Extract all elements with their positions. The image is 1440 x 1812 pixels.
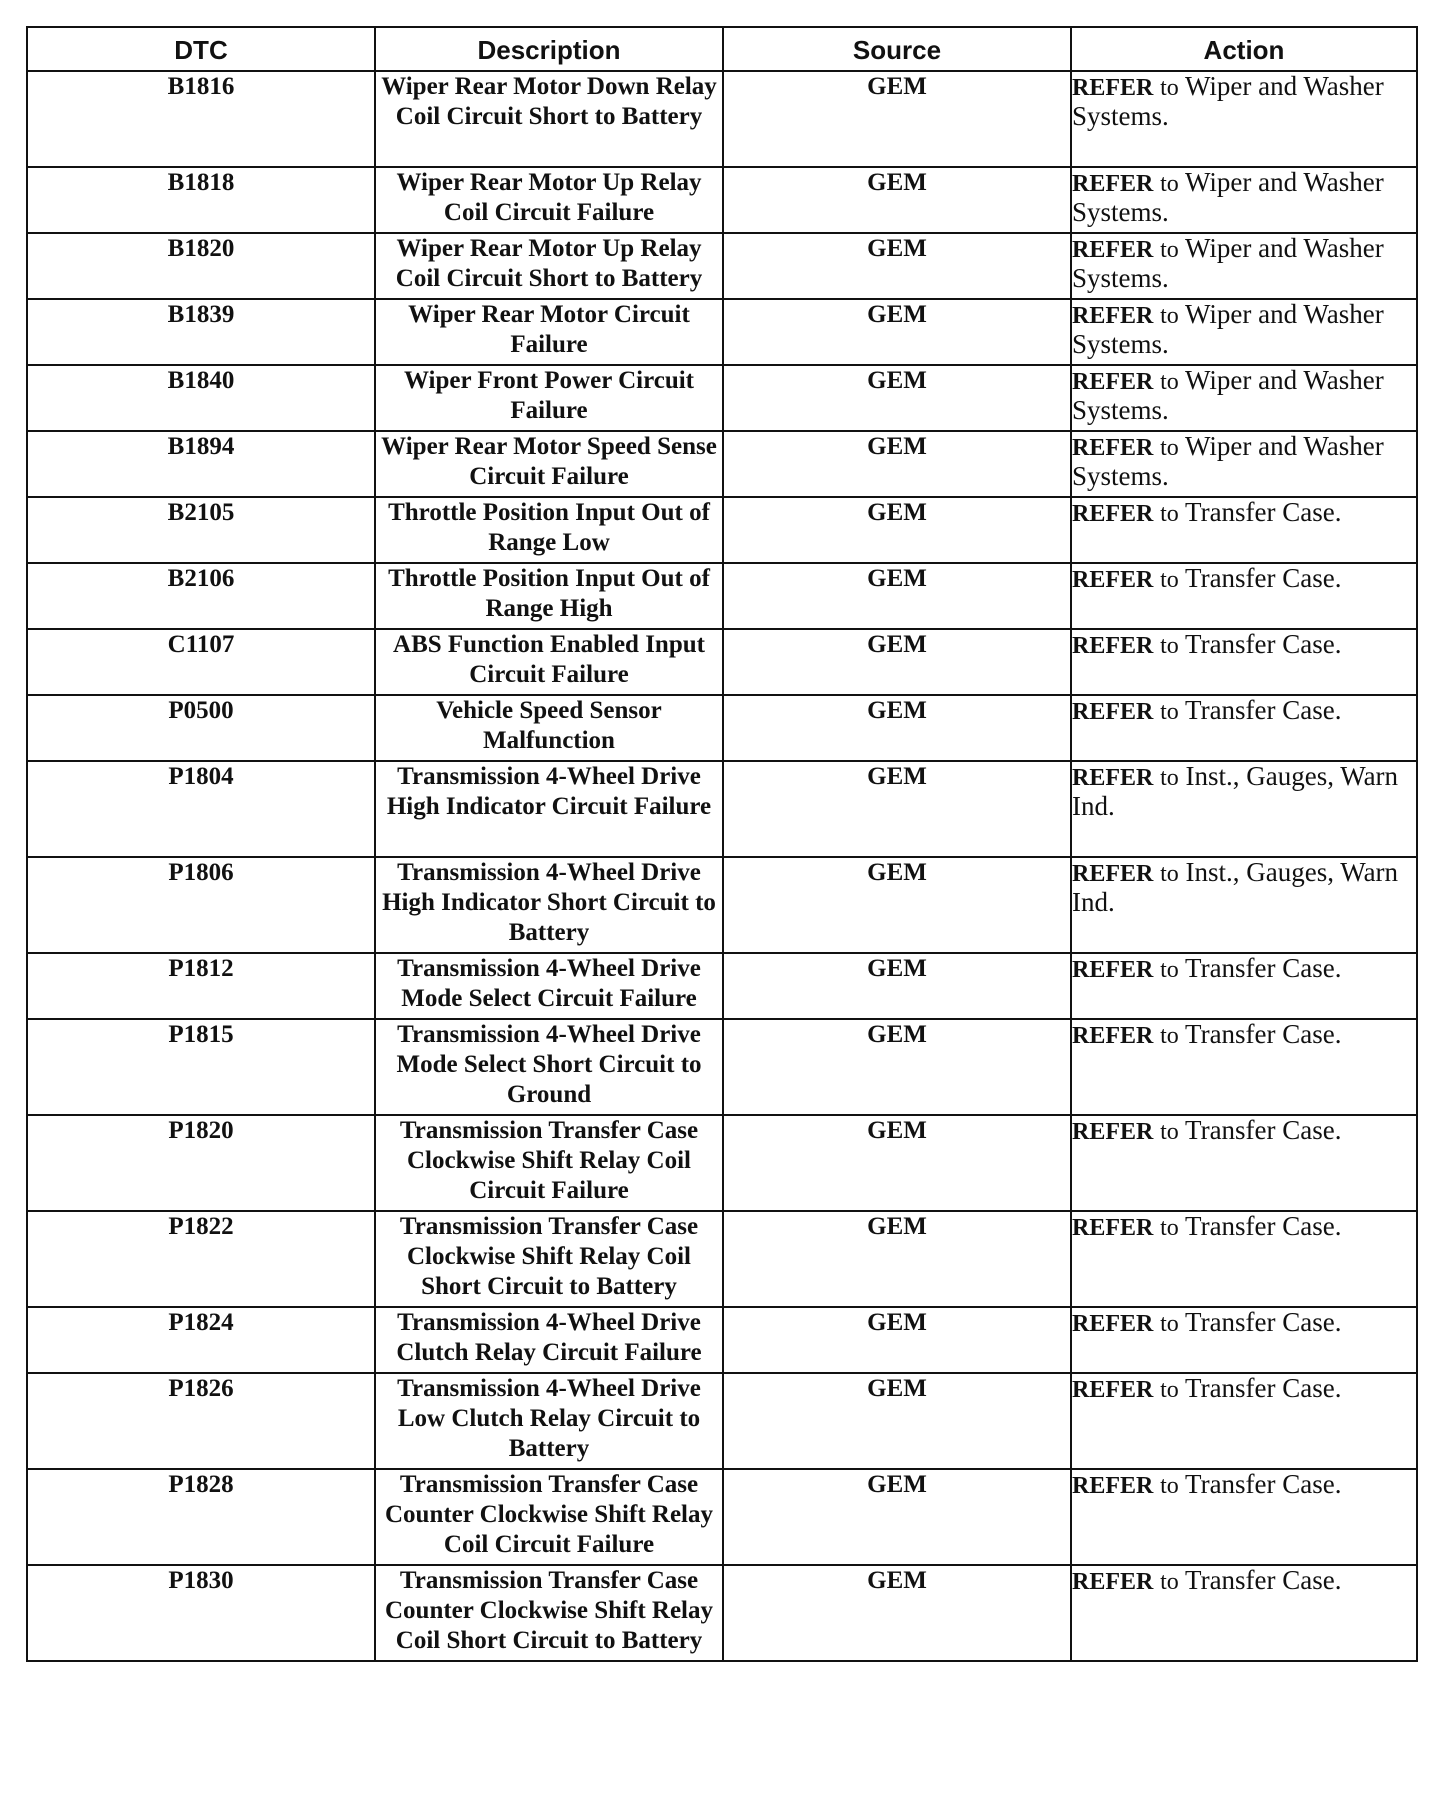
dtc-source: GEM: [723, 1307, 1071, 1373]
header-action: Action: [1071, 27, 1417, 71]
dtc-code: B1894: [27, 431, 375, 497]
header-row: [27, 27, 1417, 71]
dtc-action: [1071, 1565, 1417, 1661]
dtc-code: P1826: [27, 1373, 375, 1469]
dtc-code: B2105: [27, 497, 375, 563]
action-to: to: [1160, 75, 1179, 101]
dtc-code: P1828: [27, 1469, 375, 1565]
dtc-source: GEM: [723, 1373, 1071, 1469]
dtc-action: [1071, 563, 1417, 629]
dtc-source: GEM: [723, 365, 1071, 431]
action-target: Transfer Case.: [1185, 1115, 1342, 1145]
header-description: Description: [375, 27, 723, 71]
action-target: Transfer Case.: [1185, 695, 1342, 725]
table-row: [27, 1115, 1417, 1211]
dtc-code: C1107: [27, 629, 375, 695]
dtc-action: [1071, 1307, 1417, 1373]
action-target: Transfer Case.: [1185, 953, 1342, 983]
dtc-action: [1071, 71, 1417, 167]
dtc-code: P1804: [27, 761, 375, 857]
dtc-description: Throttle Position Input Out of Range High: [375, 563, 723, 629]
dtc-source: GEM: [723, 761, 1071, 857]
dtc-action: [1071, 497, 1417, 563]
action-to: to: [1160, 1215, 1179, 1241]
dtc-source: GEM: [723, 629, 1071, 695]
dtc-code: P1820: [27, 1115, 375, 1211]
dtc-source: GEM: [723, 497, 1071, 563]
action-keyword: REFER: [1072, 501, 1154, 527]
dtc-action: [1071, 953, 1417, 1019]
action-to: to: [1160, 501, 1179, 527]
dtc-code: B1818: [27, 167, 375, 233]
dtc-action: [1071, 299, 1417, 365]
action-keyword: REFER: [1072, 1311, 1154, 1337]
dtc-code: P1812: [27, 953, 375, 1019]
dtc-table: [26, 26, 1418, 1662]
dtc-description: Transmission 4-Wheel Drive Low Clutch Relay Circuit to Battery: [375, 1373, 723, 1469]
dtc-action: [1071, 1115, 1417, 1211]
action-target: Transfer Case.: [1185, 1211, 1342, 1241]
dtc-source: GEM: [723, 1019, 1071, 1115]
dtc-action: [1071, 365, 1417, 431]
dtc-code: P1806: [27, 857, 375, 953]
action-keyword: REFER: [1072, 75, 1154, 101]
header-source: Source: [723, 27, 1071, 71]
action-to: to: [1160, 435, 1179, 461]
dtc-action: [1071, 1373, 1417, 1469]
action-to: to: [1160, 237, 1179, 263]
action-to: to: [1160, 1023, 1179, 1049]
dtc-action: [1071, 629, 1417, 695]
dtc-action: [1071, 167, 1417, 233]
dtc-action: [1071, 1469, 1417, 1565]
action-to: to: [1160, 861, 1179, 887]
action-to: to: [1160, 171, 1179, 197]
action-keyword: REFER: [1072, 1023, 1154, 1049]
action-keyword: REFER: [1072, 861, 1154, 887]
dtc-action: [1071, 431, 1417, 497]
dtc-source: GEM: [723, 167, 1071, 233]
dtc-source: GEM: [723, 953, 1071, 1019]
table-row: [27, 71, 1417, 167]
dtc-description: Vehicle Speed Sensor Malfunction: [375, 695, 723, 761]
dtc-code: B1816: [27, 71, 375, 167]
dtc-description: Transmission Transfer Case Counter Clockwise Shift Relay Coil Short Circuit to Battery: [375, 1565, 723, 1661]
dtc-action: [1071, 857, 1417, 953]
table-row: [27, 365, 1417, 431]
dtc-action: [1071, 1019, 1417, 1115]
dtc-source: GEM: [723, 431, 1071, 497]
action-keyword: REFER: [1072, 699, 1154, 725]
table-row: [27, 431, 1417, 497]
action-target: Inst., Gauges, Warn Ind.: [1072, 761, 1399, 821]
dtc-description: Wiper Rear Motor Up Relay Coil Circuit Failure: [375, 167, 723, 233]
action-target: Transfer Case.: [1185, 1469, 1342, 1499]
dtc-description: Transmission Transfer Case Counter Clockwise Shift Relay Coil Circuit Failure: [375, 1469, 723, 1565]
table-row: [27, 167, 1417, 233]
dtc-description: Transmission 4-Wheel Drive Mode Select Short Circuit to Ground: [375, 1019, 723, 1115]
action-keyword: REFER: [1072, 567, 1154, 593]
dtc-description: Transmission 4-Wheel Drive Clutch Relay Circuit Failure: [375, 1307, 723, 1373]
dtc-description: Throttle Position Input Out of Range Low: [375, 497, 723, 563]
action-target: Wiper and Washer Systems.: [1072, 431, 1384, 491]
table-row: [27, 299, 1417, 365]
dtc-description: ABS Function Enabled Input Circuit Failure: [375, 629, 723, 695]
action-target: Wiper and Washer Systems.: [1072, 365, 1384, 425]
action-to: to: [1160, 1377, 1179, 1403]
dtc-source: GEM: [723, 71, 1071, 167]
dtc-description: Wiper Rear Motor Down Relay Coil Circuit Short to Battery: [375, 71, 723, 167]
dtc-description: Transmission Transfer Case Clockwise Shift Relay Coil Short Circuit to Battery: [375, 1211, 723, 1307]
dtc-code: B1820: [27, 233, 375, 299]
action-keyword: REFER: [1072, 237, 1154, 263]
table-row: [27, 629, 1417, 695]
dtc-description: Transmission 4-Wheel Drive High Indicator Short Circuit to Battery: [375, 857, 723, 953]
action-to: to: [1160, 633, 1179, 659]
action-to: to: [1160, 1311, 1179, 1337]
action-keyword: REFER: [1072, 303, 1154, 329]
action-keyword: REFER: [1072, 1215, 1154, 1241]
dtc-action: [1071, 695, 1417, 761]
dtc-description: Wiper Rear Motor Up Relay Coil Circuit Short to Battery: [375, 233, 723, 299]
dtc-source: GEM: [723, 1115, 1071, 1211]
action-target: Transfer Case.: [1185, 497, 1342, 527]
dtc-source: GEM: [723, 299, 1071, 365]
action-keyword: REFER: [1072, 435, 1154, 461]
dtc-source: GEM: [723, 695, 1071, 761]
dtc-description: Transmission Transfer Case Clockwise Shift Relay Coil Circuit Failure: [375, 1115, 723, 1211]
action-keyword: REFER: [1072, 369, 1154, 395]
action-target: Wiper and Washer Systems.: [1072, 299, 1384, 359]
dtc-source: GEM: [723, 1469, 1071, 1565]
action-target: Transfer Case.: [1185, 1373, 1342, 1403]
action-keyword: REFER: [1072, 765, 1154, 791]
action-target: Wiper and Washer Systems.: [1072, 167, 1384, 227]
dtc-action: [1071, 233, 1417, 299]
table-row: [27, 761, 1417, 857]
action-target: Transfer Case.: [1185, 1307, 1342, 1337]
dtc-description: Transmission 4-Wheel Drive Mode Select Circuit Failure: [375, 953, 723, 1019]
action-target: Transfer Case.: [1185, 629, 1342, 659]
action-keyword: REFER: [1072, 1119, 1154, 1145]
table-row: [27, 1373, 1417, 1469]
dtc-description: Wiper Rear Motor Circuit Failure: [375, 299, 723, 365]
dtc-code: P1815: [27, 1019, 375, 1115]
table-row: [27, 1565, 1417, 1661]
dtc-code: B1839: [27, 299, 375, 365]
action-target: Transfer Case.: [1185, 563, 1342, 593]
dtc-code: P1822: [27, 1211, 375, 1307]
action-to: to: [1160, 303, 1179, 329]
action-keyword: REFER: [1072, 1569, 1154, 1595]
action-to: to: [1160, 567, 1179, 593]
dtc-source: GEM: [723, 1211, 1071, 1307]
action-keyword: REFER: [1072, 1473, 1154, 1499]
action-to: to: [1160, 1473, 1179, 1499]
dtc-code: P1830: [27, 1565, 375, 1661]
dtc-description: Wiper Front Power Circuit Failure: [375, 365, 723, 431]
table-row: [27, 1307, 1417, 1373]
table-row: [27, 1019, 1417, 1115]
dtc-action: [1071, 1211, 1417, 1307]
dtc-code: P0500: [27, 695, 375, 761]
dtc-code: B1840: [27, 365, 375, 431]
action-to: to: [1160, 1119, 1179, 1145]
action-to: to: [1160, 369, 1179, 395]
action-target: Transfer Case.: [1185, 1019, 1342, 1049]
action-keyword: REFER: [1072, 633, 1154, 659]
action-to: to: [1160, 765, 1179, 791]
action-keyword: REFER: [1072, 957, 1154, 983]
action-target: Wiper and Washer Systems.: [1072, 233, 1384, 293]
table-row: [27, 233, 1417, 299]
dtc-code: B2106: [27, 563, 375, 629]
table-row: [27, 953, 1417, 1019]
action-target: Transfer Case.: [1185, 1565, 1342, 1595]
dtc-source: GEM: [723, 1565, 1071, 1661]
table-row: [27, 497, 1417, 563]
dtc-source: GEM: [723, 857, 1071, 953]
table-row: [27, 1211, 1417, 1307]
table-row: [27, 563, 1417, 629]
table-row: [27, 1469, 1417, 1565]
table-row: [27, 695, 1417, 761]
dtc-description: Transmission 4-Wheel Drive High Indicator Circuit Failure: [375, 761, 723, 857]
action-to: to: [1160, 957, 1179, 983]
table-row: [27, 857, 1417, 953]
dtc-action: [1071, 761, 1417, 857]
action-keyword: REFER: [1072, 1377, 1154, 1403]
dtc-code: P1824: [27, 1307, 375, 1373]
action-to: to: [1160, 699, 1179, 725]
dtc-source: GEM: [723, 233, 1071, 299]
action-to: to: [1160, 1569, 1179, 1595]
dtc-source: GEM: [723, 563, 1071, 629]
action-target: Inst., Gauges, Warn Ind.: [1072, 857, 1399, 917]
dtc-description: Wiper Rear Motor Speed Sense Circuit Failure: [375, 431, 723, 497]
action-target: Wiper and Washer Systems.: [1072, 71, 1384, 131]
header-dtc: DTC: [27, 27, 375, 71]
action-keyword: REFER: [1072, 171, 1154, 197]
